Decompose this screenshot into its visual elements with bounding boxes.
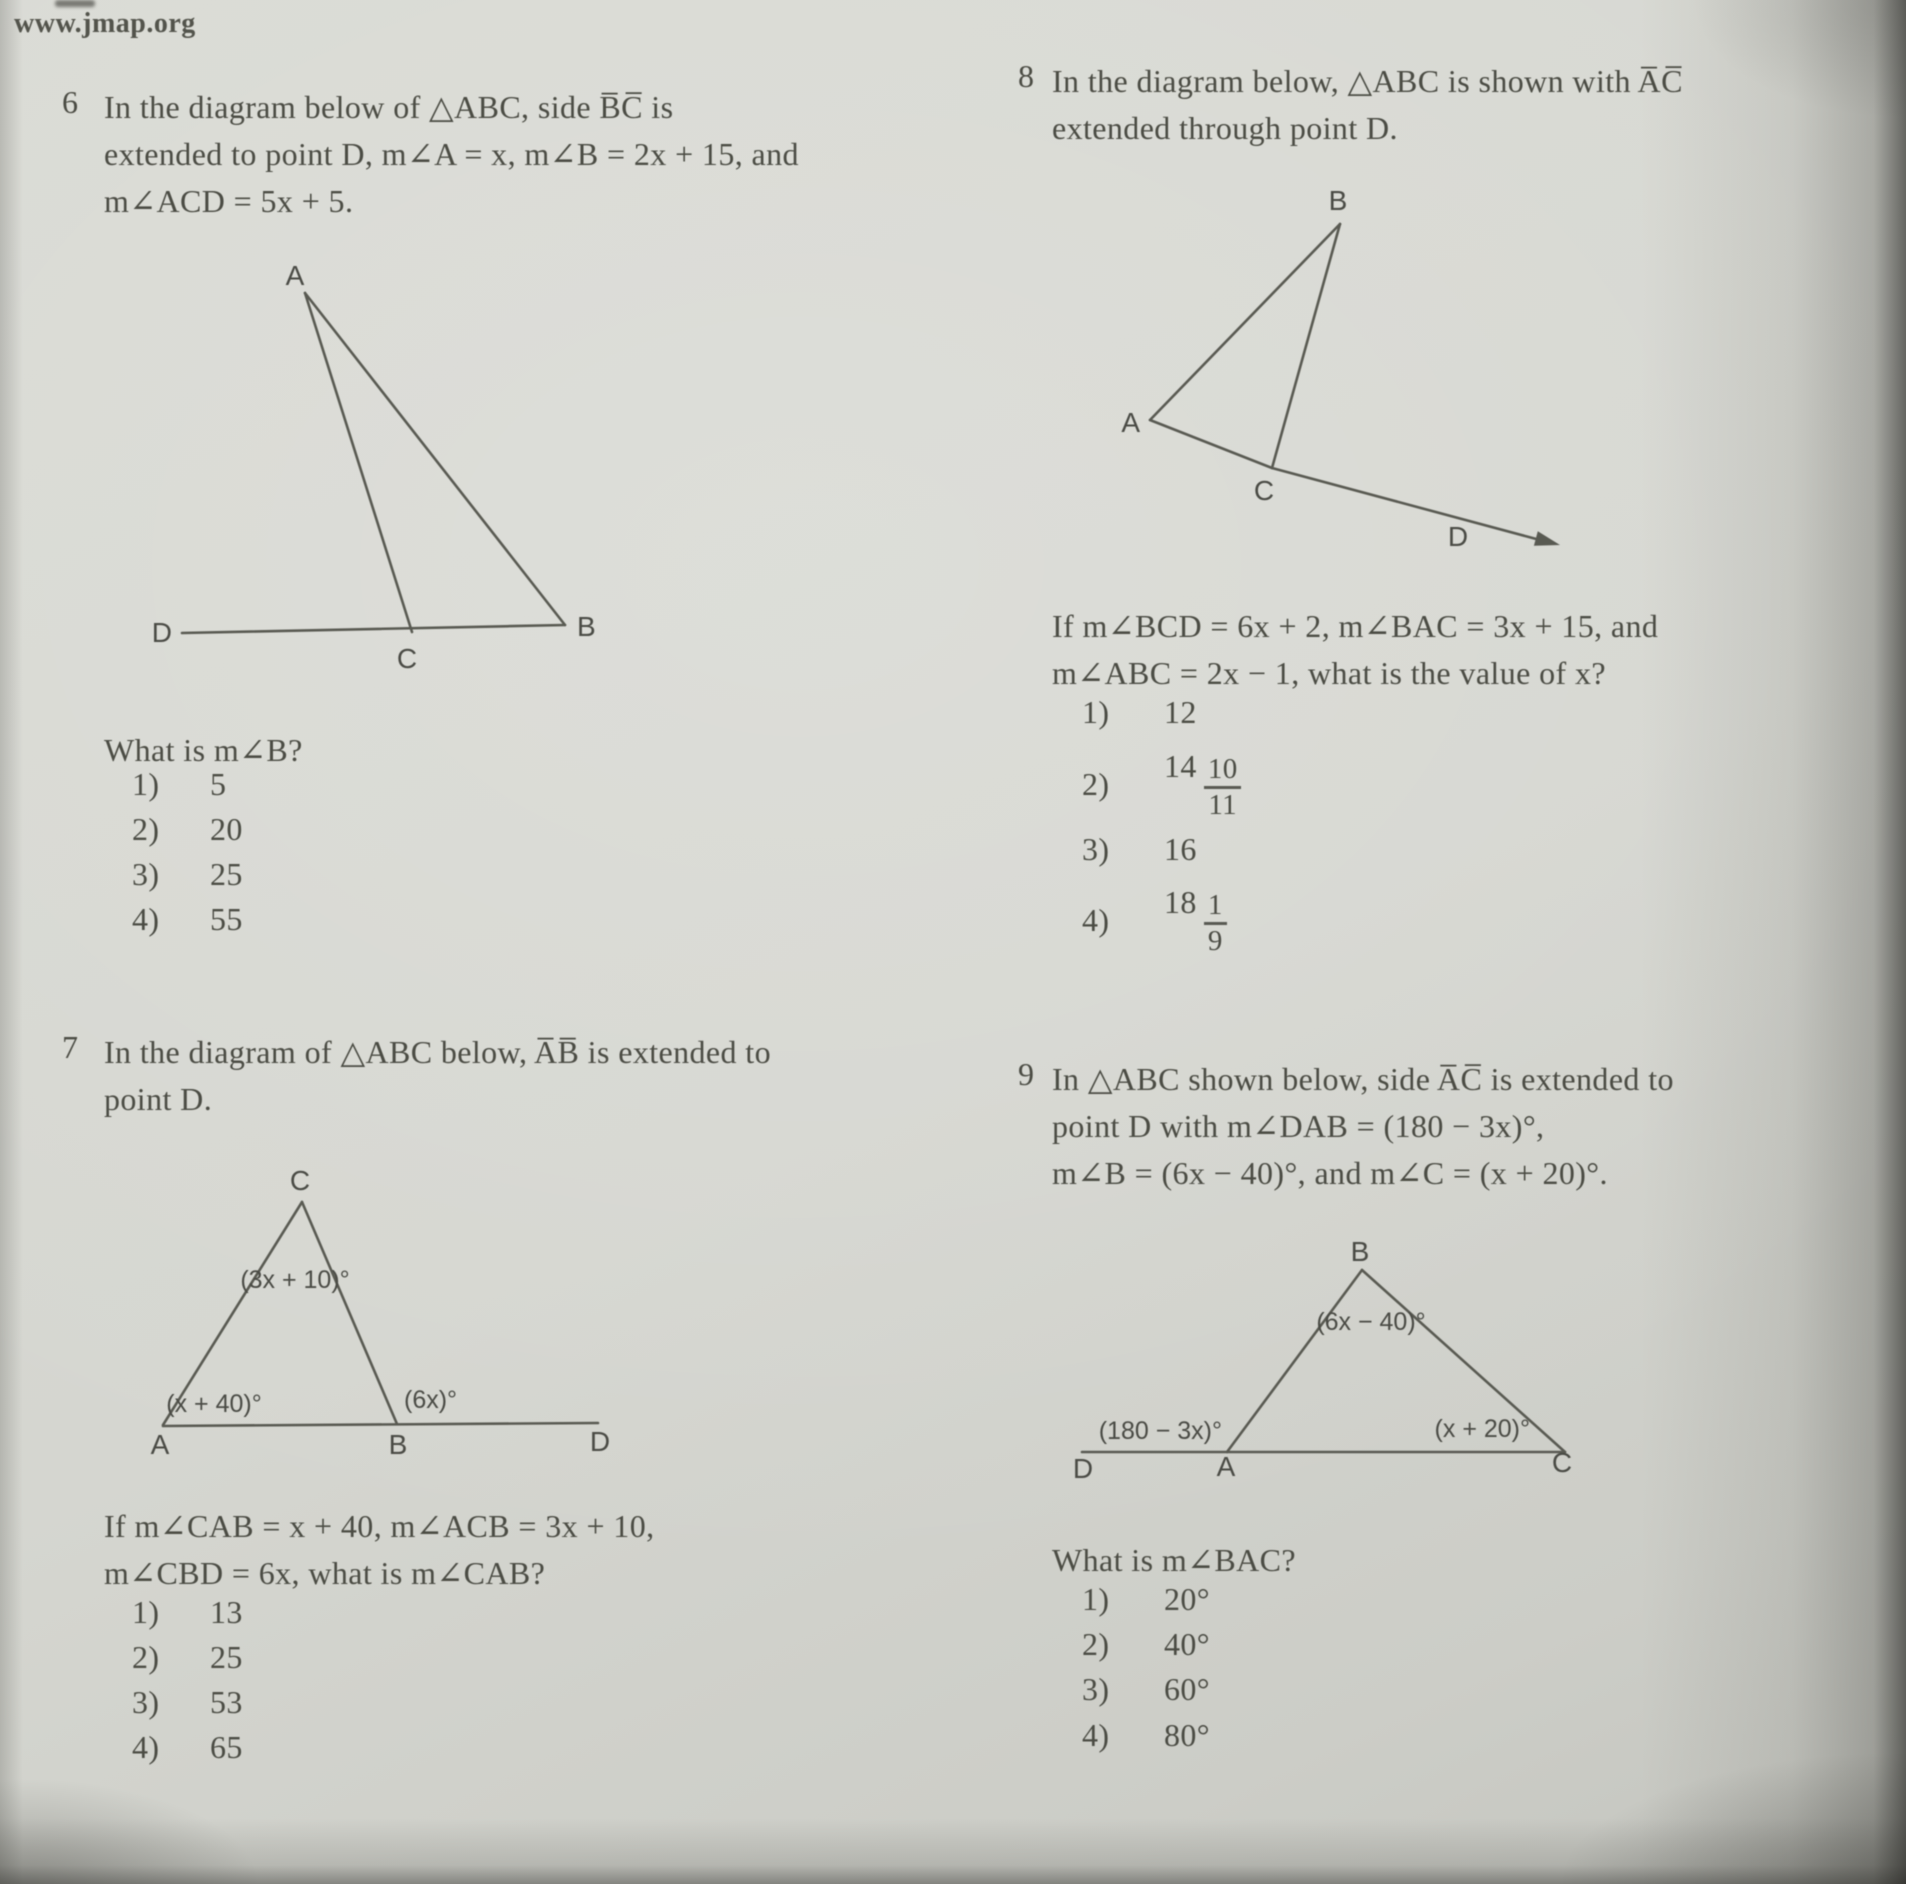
vertex-label-d: D [151,617,172,648]
problem-9-diagram [1060,1230,1620,1520]
side-ac [305,293,412,632]
statement-line: m∠ACD = 5x + 5. [104,183,354,219]
choice-value: 5 [210,766,227,802]
fraction-whole: 14 [1164,748,1197,785]
problem-6-diagram [130,218,650,688]
problem-7-diagram [130,1150,650,1500]
choice-label: 3) [132,1684,160,1720]
choice-row [1082,1717,1210,1754]
choice-value: 65 [210,1729,243,1765]
vertex-label-a: A [1121,407,1140,438]
fraction [1204,889,1227,957]
angle-label-b: (6x − 40)° [1316,1308,1426,1336]
statement-line: m∠B = (6x − 40)°, and m∠C = (x + 20)°. [1052,1155,1608,1191]
choice-value [1164,884,1227,956]
problem-6-number: 6 [62,84,78,120]
choice-label: 2) [132,811,160,847]
angle-label-c: (3x + 10)° [240,1266,350,1294]
choice-label: 1) [1082,694,1110,730]
choice-label: 1) [132,766,160,802]
choice-row [132,1729,243,1766]
choice-row [1082,741,1242,827]
angle-label-c: (x + 20)° [1434,1415,1530,1443]
vertex-label-d: D [1447,521,1469,552]
fraction [1204,753,1242,821]
choice-value: 16 [1164,831,1197,867]
choice-label: 3) [132,856,160,892]
problem-7-question [104,1503,655,1597]
choice-value: 60° [1164,1671,1210,1707]
choice-value: 53 [210,1684,243,1720]
statement-line: extended through point D. [1052,110,1398,146]
choice-row [132,856,243,893]
line-dcb [182,625,565,633]
question-line: m∠CBD = 6x, what is m∠CAB? [104,1555,546,1591]
question-line: m∠ABC = 2x − 1, what is the value of x? [1052,655,1606,691]
vertex-label-c: C [396,643,418,674]
angle-label-a: (180 − 3x)° [1098,1417,1222,1445]
problem-7-number: 7 [62,1029,78,1065]
choice-row [132,1639,243,1676]
question-line: If m∠BCD = 6x + 2, m∠BAC = 3x + 15, and [1052,608,1659,644]
choice-row [132,811,243,848]
side-cb [302,1202,397,1424]
choice-row [132,1594,243,1631]
problem-8-question [1052,603,1658,697]
statement-line: point D with m∠DAB = (180 − 3x)°, [1052,1108,1545,1144]
statement-line: In the diagram below, △ABC is shown with A̅C̅ [1052,63,1683,99]
choice-row [132,766,226,803]
vertex-label-b: B [1328,185,1348,216]
vertex-label-d: D [1072,1453,1094,1484]
angle-label-a: (x + 40)° [166,1390,262,1418]
angle-label-b: (6x)° [404,1386,458,1414]
vertex-label-a: A [1216,1451,1236,1482]
statement-line: In the diagram of △ABC below, A̅B̅ is extended to [104,1034,772,1070]
choice-row [132,901,243,938]
choice-value: 40° [1164,1626,1210,1662]
choice-row [1082,1581,1210,1618]
choice-value: 25 [210,856,243,892]
vertex-label-a: A [150,1429,170,1460]
problem-8-number: 8 [1018,58,1034,94]
statement-line: In the diagram below of △ABC, side B̅C̅ is [104,89,674,125]
fraction-denominator: 11 [1204,786,1241,821]
choice-label: 1) [1082,1581,1110,1617]
choice-row [132,1684,243,1721]
choice-label: 2) [1082,1626,1110,1662]
choice-label: 2) [1082,765,1110,802]
choice-label: 4) [1082,901,1110,938]
choice-value: 25 [210,1639,243,1675]
choice-value: 55 [210,901,243,937]
fraction-numerator: 1 [1207,889,1223,922]
ray-cd [1272,468,1540,540]
problem-9-number: 9 [1018,1056,1034,1092]
problem-6-question: What is m∠B? [104,732,303,768]
vertex-label-c: C [289,1165,311,1196]
choice-row [1082,1626,1210,1663]
fraction-numerator: 10 [1207,753,1238,786]
vertex-label-c: C [1551,1447,1573,1478]
statement-line: point D. [104,1081,213,1117]
vertex-label-a: A [285,260,305,291]
vertex-label-b: B [388,1429,408,1460]
side-ac [1150,420,1272,468]
vertex-label-c: C [1253,475,1275,506]
scan-artifact [55,0,95,7]
site-url: www.jmap.org [14,8,196,39]
vertex-label-d: D [589,1426,611,1457]
choice-label: 3) [1082,831,1110,867]
choice-label: 4) [132,901,160,937]
statement-line: extended to point D, m∠A = x, m∠B = 2x + 15, and [104,136,799,172]
choice-value: 20° [1164,1581,1210,1617]
choice-value: 20 [210,811,243,847]
fraction-denominator: 9 [1204,922,1227,957]
choice-row [1082,877,1227,963]
problem-8-statement [1052,58,1683,152]
choice-row [1082,831,1197,868]
choice-label: 4) [1082,1717,1110,1753]
choice-label: 2) [132,1639,160,1675]
choice-row [1082,694,1197,731]
statement-line: In △ABC shown below, side A̅C̅ is extended to [1052,1061,1674,1097]
choice-label: 4) [132,1729,160,1765]
choice-value: 13 [210,1594,243,1630]
choice-value [1164,748,1242,820]
line-abd [163,1423,598,1426]
problem-9-question: What is m∠BAC? [1052,1542,1296,1578]
choice-row [1082,1671,1210,1708]
question-line: If m∠CAB = x + 40, m∠ACB = 3x + 10, [104,1508,655,1544]
side-ab [305,293,565,625]
choice-label: 3) [1082,1671,1110,1707]
side-ab [1227,1270,1362,1452]
choice-label: 1) [132,1594,160,1630]
problem-9-statement [1052,1056,1674,1197]
vertex-label-b: B [577,611,596,642]
ray-arrowhead [1534,531,1560,546]
problem-8-diagram [1060,160,1620,590]
fraction-whole: 18 [1164,884,1197,921]
problem-7-statement [104,1029,771,1123]
vertex-label-b: B [1350,1236,1370,1267]
choice-value: 80° [1164,1717,1210,1753]
choice-value: 12 [1164,694,1197,730]
problem-6-statement [104,84,799,225]
